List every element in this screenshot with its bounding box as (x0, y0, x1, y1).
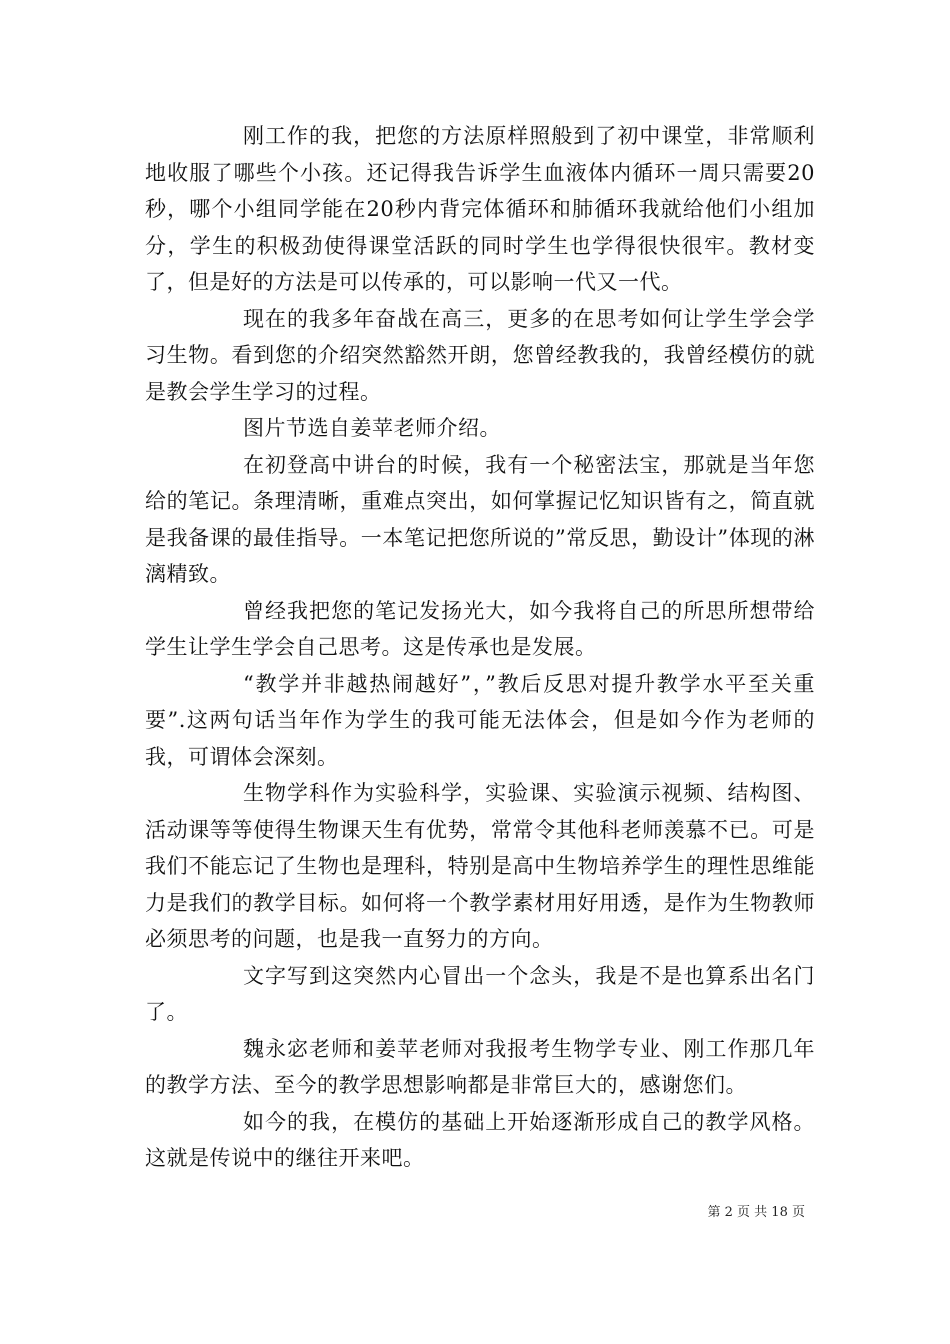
paragraph: 图片节选自姜苹老师介绍。 (243, 416, 501, 440)
paragraph: 文字写到这突然内心冒出一个念头，我是不是也算系出名门了。 (145, 963, 815, 1024)
paragraph: “教学并非越热闹越好”，”教后反思对提升教学水平至关重要”.这两句话当年作为学生的我可能无法体会，但是如今作为老师的我，可谓体会深刻。 (145, 671, 815, 769)
paragraph: 如今的我，在模仿的基础上开始逐渐形成自己的教学风格。这就是传说中的继往开来吧。 (145, 1109, 815, 1170)
footer-prefix: 第 (707, 1205, 721, 1220)
paragraph: 生物学科作为实验科学，实验课、实验演示视频、结构图、活动课等等使得生物课天生有优势，常常令其他科老师羡慕不已。可是我们不能忘记了生物也是理科，特别是高中生物培养学生的理性思维能力是我们的教学目标。如何将一个教学素材用好用透，是作为生物教师必须思考的问题，也是我一直努力的方向。 (145, 781, 815, 951)
paragraph: 在初登高中讲台的时候，我有一个秘密法宝，那就是当年您给的笔记。条理清晰，重难点突出，如何掌握记忆知识皆有之，简直就是我备课的最佳指导。一本笔记把您所说的”常反思，勤设计”体现的淋漓精致。 (145, 452, 815, 586)
page-number-footer (707, 1204, 805, 1222)
paragraph: 曾经我把您的笔记发扬光大，如今我将自己的所思所想带给学生让学生学会自己思考。这是传承也是发展。 (145, 598, 815, 659)
footer-suffix: 页 (791, 1205, 805, 1220)
current-page-number: 2 (724, 1205, 733, 1220)
footer-middle: 页 共 (737, 1205, 768, 1220)
paragraph: 刚工作的我，把您的方法原样照般到了初中课堂，非常顺利地收服了哪些个小孩。还记得我告诉学生血液体内循环一周只需要20秒，哪个小组同学能在20秒内背完体循环和肺循环我就给他们小组加分，学生的积极劲使得课堂活跃的同时学生也学得很快很牢。教材变了，但是好的方法是可以传承的，可以影响一代又一代。 (145, 124, 815, 294)
document-body (145, 118, 815, 1177)
total-page-count: 18 (771, 1205, 788, 1220)
paragraph: 现在的我多年奋战在高三，更多的在思考如何让学生学会学习生物。看到您的介绍突然豁然开朗，您曾经教我的，我曾经模仿的就是教会学生学习的过程。 (145, 306, 815, 404)
paragraph: 魏永宓老师和姜苹老师对我报考生物学专业、刚工作那几年的教学方法、至今的教学思想影响都是非常巨大的，感谢您们。 (145, 1036, 815, 1097)
